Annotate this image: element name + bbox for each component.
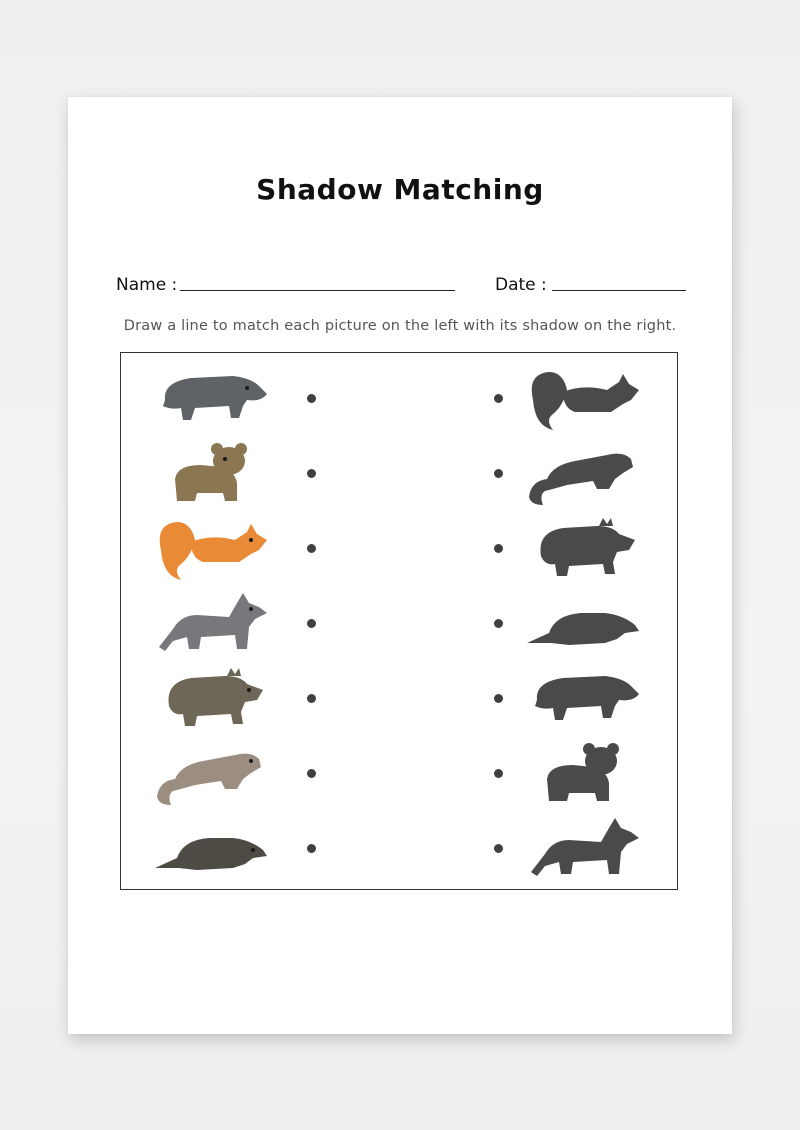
bear-picture [151,435,271,507]
right-dot[interactable] [494,844,503,853]
left-dot[interactable] [307,394,316,403]
right-dot[interactable] [494,619,503,628]
right-dot[interactable] [494,544,503,553]
worksheet-page [68,97,732,1034]
bear-shadow [523,735,643,807]
boar-eye-mark [247,688,251,692]
badger-shadow [523,660,643,732]
badger-eye-mark [245,386,249,390]
boar-shadow [523,510,643,582]
match-row [121,433,677,508]
boar-picture [151,660,271,732]
matching-box [120,352,678,890]
left-dot[interactable] [307,544,316,553]
fox-picture [151,510,271,582]
match-row [121,808,677,883]
match-row [121,508,677,583]
left-dot[interactable] [307,769,316,778]
right-dot[interactable] [494,769,503,778]
badger-picture [151,360,271,432]
match-row [121,733,677,808]
date-label: Date : [495,275,547,295]
fox-shadow [523,360,643,432]
otter-picture [151,735,271,807]
name-line [180,290,455,291]
bear-eye-mark [223,457,227,461]
left-dot[interactable] [307,619,316,628]
match-row [121,583,677,658]
otter-eye-mark [249,759,253,763]
wolf-picture [151,585,271,657]
left-dot[interactable] [307,694,316,703]
match-row [121,358,677,433]
otter-shadow [523,435,643,507]
wolf-eye-mark [249,607,253,611]
right-dot[interactable] [494,394,503,403]
left-dot[interactable] [307,844,316,853]
mole-picture [151,810,271,882]
fox-eye-mark [249,538,253,542]
match-row [121,658,677,733]
name-label: Name : [116,275,178,295]
worksheet-title: Shadow Matching [256,173,544,206]
left-dot[interactable] [307,469,316,478]
wolf-shadow [523,810,643,882]
date-line [552,290,686,291]
mole-shadow [523,585,643,657]
right-dot[interactable] [494,469,503,478]
instructions-text: Draw a line to match each picture on the left with its shadow on the right. [123,318,677,334]
mole-eye-mark [251,848,255,852]
right-dot[interactable] [494,694,503,703]
